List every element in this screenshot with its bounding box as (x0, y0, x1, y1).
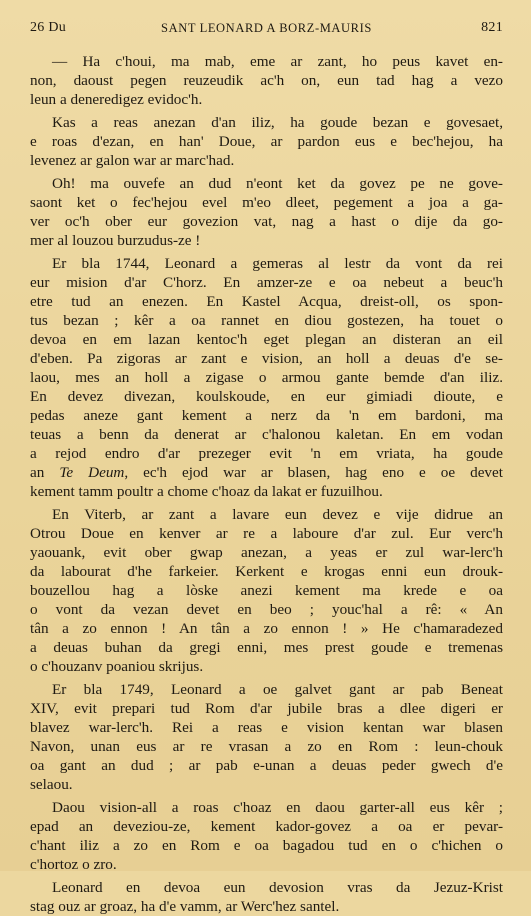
text-line: Oh! ma ouvefe an dud n'eont ket da govez pe ne gove- (52, 175, 503, 192)
text-line: e roas d'ezan, en han' Doue, ar pardon eus e bec'hejou, ha (30, 133, 503, 150)
text-line: tân a zo ennon ! An tân a zo ennon ! » He c'hamaradezed (30, 620, 503, 637)
paragraph (30, 798, 503, 874)
text-line: Er bla 1744, Leonard a gemeras al lestr da vont da rei (52, 255, 503, 272)
text-line: kement tamm poultr a chome c'hoaz da lakat er fuzuilhou. (30, 483, 383, 500)
text-line: bouzellou hag a lòske anezi kement ma krede e oa (30, 582, 503, 599)
running-title: SANT LEONARD A BORZ-MAURIS (161, 21, 372, 35)
text-line: tus bezan ; kêr a oa rannet en diou gostezen, ha touet o (30, 312, 503, 329)
text-line: da labourat d'he farkeier. Kerkent e krogas enni eun drouk- (30, 563, 503, 580)
text-line: saont ket o fec'hejou evel m'eo dleet, pegement a joa a ga- (30, 194, 503, 211)
text-line: teuas a benn da denerat ar c'halonou kaletan. En em vodan (30, 426, 503, 443)
paragraph (30, 254, 503, 501)
text-line: — Ha c'houi, ma mab, eme ar zant, ho peus kavet en- (52, 53, 503, 70)
text-line: non, daoust pegen reuzeudik ac'h on, eun tad hag a vezo (30, 72, 503, 89)
text-line: epad an deveziou-ze, kement kador-govez a oa er pevar- (30, 818, 503, 835)
text-line: Er bla 1749, Leonard a oe galvet gant ar pab Beneat (52, 681, 503, 698)
text-line: oa gant an dud ; ar pab e-unan a deuas peder gwech d'e (30, 757, 503, 774)
text-line: o vont da vezan devet en beo ; youc'hal a rê: « An (30, 601, 503, 618)
paragraph (30, 505, 503, 676)
text-line: c'hant iliz a zo en Rom e oa bagadou tud en o c'hichen o (30, 837, 503, 854)
text-line: XIV, evit prepari tud Rom d'ar jubile bras a dlee digeri er (30, 700, 503, 717)
text-line: leun a deneredigez evidoc'h. (30, 91, 203, 108)
text-line: o c'houzanv poaniou skrijus. (30, 658, 204, 675)
text-line: devoa en em lazan kentoc'h eget plegan an disteran an eil (30, 331, 503, 348)
text-line: Daou vision-all a roas c'hoaz en daou garter-all eus kêr ; (52, 799, 503, 816)
text-line: Kas a reas anezan d'an iliz, ha goude bezan e govesaet, (52, 114, 503, 131)
paragraph (30, 113, 503, 170)
text-line: Navon, unan eus ar re vrasan a zo en Rom : leun-chouk (30, 738, 503, 755)
text-line: mer al louzou burzudus-ze ! (30, 232, 201, 249)
text-line: levenez ar galon war ar marc'had. (30, 152, 235, 169)
paragraph (30, 174, 503, 250)
text-line: En devez divezan, koulskoude, en eur gimiadi dioute, e (30, 388, 503, 405)
text-line: selaou. (30, 776, 73, 793)
text-line: an Te Deum, ec'h ejod war ar blasen, hag eno e oe devet (30, 464, 503, 481)
page-label: 26 Du (30, 20, 67, 35)
text-line: En Viterb, ar zant a lavare eun devez e vije didrue an (52, 506, 503, 523)
text-line: ver oc'h ober eur govezion vat, nag a hast o dije da go- (30, 213, 503, 230)
paragraph (30, 52, 503, 109)
body-text (30, 52, 503, 916)
text-line: stag ouz ar groaz, ha d'e vamm, ar Werc'hez santel. (30, 898, 340, 915)
text-line: etre tud an enezen. En Kastel Acqua, dreist-oll, os spon- (30, 293, 503, 310)
text-line: blavez war-lerc'h. Rei a reas e vision kentan war blasen (30, 719, 503, 736)
text-line: a rejod endro d'ar prezeger evit 'n em vriata, ha goude (30, 445, 503, 462)
text-line: c'hortoz o zro. (30, 856, 117, 873)
text-line: yaouank, evit ober gwap anezan, a yeas er zul war-lerc'h (30, 544, 503, 561)
text-line: pedas aneze gant kement a nerz da 'n em bardoni, ma (30, 407, 503, 424)
text-line: Leonard en devoa eun devosion vras da Jezuz-Krist (52, 879, 503, 896)
page-number: 821 (481, 20, 503, 35)
text-line: a deuas buhan da gregi enni, mes prest goude e tremenas (30, 639, 503, 656)
running-header (30, 14, 503, 40)
paragraph (30, 680, 503, 794)
text-line: d'eben. Pa zigoras ar zant e vision, an holl a deuas d'e se- (30, 350, 503, 367)
paragraph (30, 878, 503, 916)
text-line: eur mision d'ar C'horz. En amzer-ze e oa nebeut a beuc'h (30, 274, 503, 291)
text-line: laou, mes an holl a zigase o armou gante bemde d'an iliz. (30, 369, 503, 386)
text-line: Otrou Doue en kenver ar re a laboure d'ar zul. Eur verc'h (30, 525, 503, 542)
